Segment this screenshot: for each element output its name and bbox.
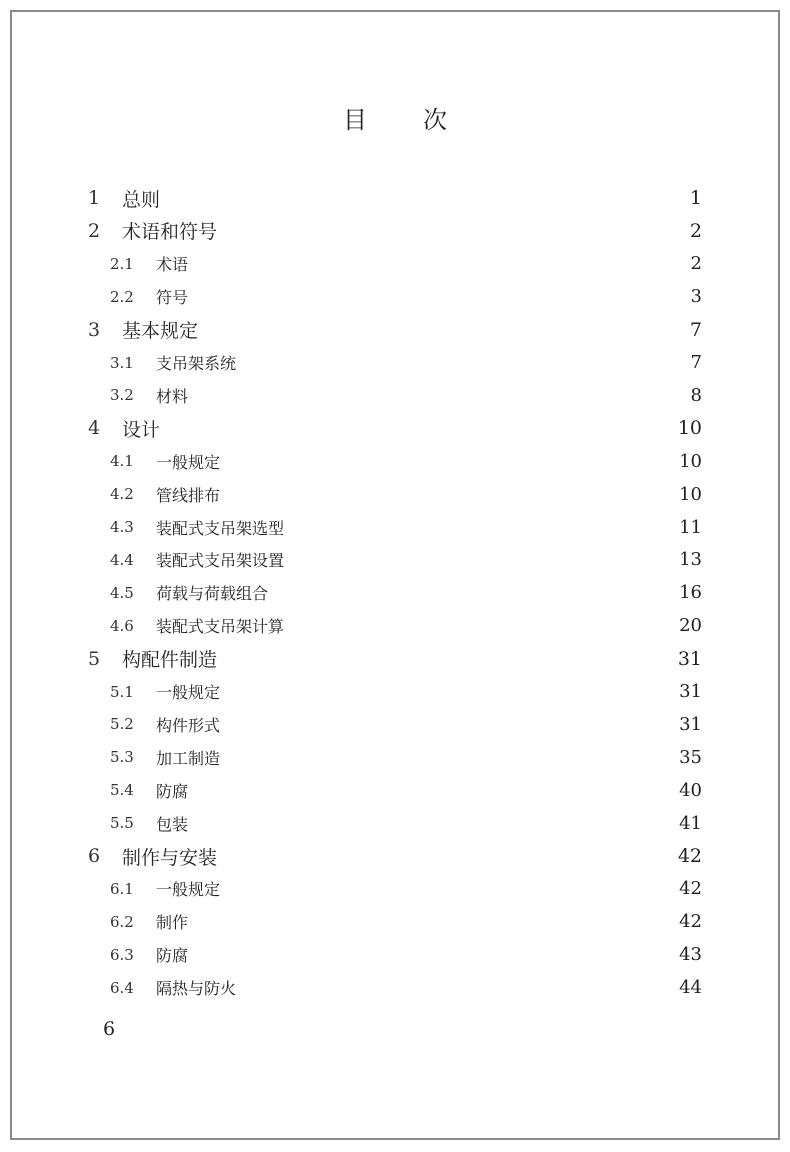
dot-leader [228, 677, 673, 707]
dot-leader [228, 479, 673, 509]
toc-entry-number: 4 [88, 417, 101, 440]
toc-chapter-entry[interactable] [88, 183, 702, 213]
toc-entry-number: 6 [88, 845, 101, 867]
dot-leader [225, 841, 672, 871]
toc-entry-number: 2.2 [110, 287, 134, 306]
toc-entry-page: 42 [679, 911, 702, 933]
dot-leader [196, 808, 673, 838]
toc-entry-number: 2.1 [110, 254, 134, 273]
toc-section-entry[interactable] [110, 545, 702, 575]
toc-entry-title: 防腐 [156, 946, 189, 966]
toc-entry-title: 基本规定 [122, 320, 199, 343]
dot-leader [228, 446, 673, 476]
toc-entry-number: 6.3 [110, 945, 134, 964]
toc-entry-page: 42 [677, 845, 702, 867]
toc-entry-title: 包装 [156, 814, 189, 834]
toc-entry-number: 4.1 [110, 452, 134, 471]
toc-entry-number: 3.2 [110, 386, 134, 405]
toc-entry-title: 支吊架系统 [156, 354, 237, 373]
toc-section-entry[interactable] [110, 709, 702, 739]
toc-section-entry[interactable] [110, 512, 702, 542]
toc-chapter-entry[interactable] [88, 216, 702, 246]
toc-entry-title: 总则 [122, 188, 161, 211]
toc-entry-page: 2 [690, 253, 702, 275]
dot-leader [292, 611, 673, 641]
dot-leader [244, 348, 674, 378]
dot-leader [196, 907, 673, 937]
page-title [0, 100, 790, 135]
toc-entry-page: 35 [679, 746, 702, 768]
toc-chapter-entry[interactable] [88, 315, 702, 345]
toc-entry-number: 5.5 [110, 814, 134, 833]
toc-entry-number: 4.4 [110, 550, 134, 569]
toc-entry-page: 3 [690, 286, 702, 308]
toc-entry-number: 5.2 [110, 715, 134, 734]
dot-leader [196, 380, 674, 410]
toc-section-entry[interactable] [110, 973, 702, 1003]
toc-section-entry[interactable] [110, 282, 702, 312]
toc-entry-title: 管线排布 [156, 485, 221, 505]
page-number: 6 [103, 1018, 116, 1040]
toc-entry-page: 13 [679, 549, 702, 571]
dot-leader [228, 874, 673, 904]
toc-section-entry[interactable] [110, 249, 702, 279]
toc-section-entry[interactable] [110, 479, 702, 509]
dot-leader [276, 578, 673, 608]
toc-chapter-entry[interactable] [88, 841, 702, 871]
toc-section-entry[interactable] [110, 677, 702, 707]
toc-entry-page: 10 [679, 450, 702, 472]
toc-entry-page: 42 [679, 878, 702, 900]
toc-entry-page: 44 [679, 977, 702, 999]
toc-entry-number: 4.6 [110, 616, 134, 635]
toc-entry-page: 41 [679, 812, 702, 834]
dot-leader [228, 709, 673, 739]
toc-entry-title: 术语和符号 [122, 221, 218, 244]
toc-section-entry[interactable] [110, 874, 702, 904]
toc-entry-page: 31 [677, 647, 702, 670]
dot-leader [244, 973, 673, 1003]
toc-section-entry[interactable] [110, 907, 702, 937]
toc-entry-page: 1 [689, 187, 702, 209]
toc-entry-title: 制作与安装 [122, 846, 218, 869]
page-frame [10, 10, 780, 1140]
toc-entry-page: 8 [690, 384, 702, 406]
dot-leader [225, 644, 672, 674]
toc-entry-page: 11 [679, 516, 702, 538]
toc-entry-title: 装配式支吊架计算 [156, 617, 285, 637]
toc-entry-number: 1 [88, 187, 101, 209]
toc-entry-page: 43 [679, 944, 702, 966]
toc-entry-title: 装配式支吊架设置 [156, 551, 285, 571]
toc-entry-title: 一般规定 [156, 880, 221, 900]
toc-entry-title: 隔热与防火 [156, 979, 237, 999]
toc-entry-title: 符号 [156, 288, 189, 308]
toc-entry-number: 2 [88, 219, 101, 242]
toc-section-entry[interactable] [110, 742, 702, 772]
toc-entry-page: 31 [679, 713, 702, 735]
toc-entry-number: 6.1 [110, 879, 134, 898]
toc-entry-number: 3 [88, 318, 101, 341]
toc-entry-title: 防腐 [156, 781, 189, 801]
toc-entry-page: 40 [679, 779, 702, 801]
toc-section-entry[interactable] [110, 611, 702, 641]
toc-entry-page: 10 [677, 417, 702, 440]
toc-chapter-entry[interactable] [88, 413, 702, 443]
toc-entry-number: 6.2 [110, 912, 134, 931]
toc-entry-page: 20 [679, 615, 702, 637]
dot-leader [292, 512, 673, 542]
toc-section-entry[interactable] [110, 380, 702, 410]
toc-section-entry[interactable] [110, 578, 702, 608]
toc-entry-page: 31 [679, 681, 702, 702]
dot-leader [196, 940, 673, 970]
toc-entry-title: 一般规定 [156, 452, 221, 472]
toc-entry-title: 装配式支吊架选型 [156, 518, 285, 538]
dot-leader [196, 282, 674, 312]
toc-entry-title: 荷载与荷载组合 [156, 584, 269, 604]
dot-leader [206, 315, 674, 345]
dot-leader [168, 413, 672, 443]
toc-section-entry[interactable] [110, 775, 702, 805]
toc-chapter-entry[interactable] [88, 644, 702, 674]
toc-section-entry[interactable] [110, 940, 702, 970]
toc-entry-page: 16 [679, 582, 702, 604]
toc-entry-title: 加工制造 [156, 748, 221, 768]
toc-entry-page: 7 [690, 352, 702, 373]
toc-entry-page: 7 [689, 318, 702, 341]
toc-entry-title: 一般规定 [156, 683, 221, 702]
toc-entry-number: 5.4 [110, 781, 134, 800]
toc-entry-number: 5 [88, 647, 101, 670]
toc-entry-number: 5.1 [110, 682, 134, 701]
toc-entry-title: 构件形式 [156, 715, 221, 735]
toc-entry-page: 2 [689, 219, 702, 242]
toc-entry-page: 10 [679, 483, 702, 505]
toc-entry-title: 术语 [156, 255, 189, 275]
toc-entry-number: 4.5 [110, 583, 134, 602]
title-char-1: 目 [343, 106, 367, 134]
dot-leader [225, 216, 674, 246]
toc-entry-title: 材料 [156, 386, 189, 406]
dot-leader [196, 775, 673, 805]
dot-leader [292, 545, 673, 575]
toc-entry-title: 制作 [156, 913, 189, 933]
dot-leader [196, 249, 674, 279]
toc-entry-number: 5.3 [110, 748, 134, 767]
toc-entry-number: 3.1 [110, 353, 134, 372]
toc-entry-title: 设计 [122, 418, 161, 441]
toc-entry-number: 6.4 [110, 978, 134, 997]
dot-leader [228, 742, 673, 772]
toc-entry-number: 4.2 [110, 485, 134, 504]
toc-entry-number: 4.3 [110, 518, 134, 536]
toc-section-entry[interactable] [110, 808, 702, 838]
toc-section-entry[interactable] [110, 348, 702, 378]
title-char-2: 次 [423, 106, 447, 134]
toc-entry-title: 构配件制造 [122, 649, 218, 672]
dot-leader [168, 183, 674, 213]
toc-section-entry[interactable] [110, 446, 702, 476]
